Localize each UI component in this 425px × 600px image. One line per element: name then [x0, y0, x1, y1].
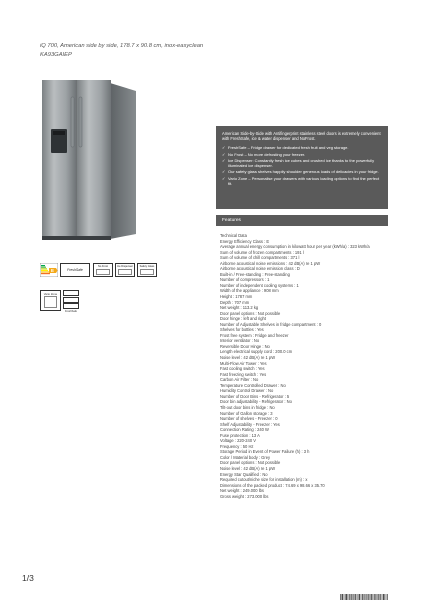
highlight-item: ✓ FreshSafe – Fridge drawer for dedicated fresh fruit and veg storage.	[222, 145, 349, 151]
spec-item: Shelves for bottles : Yes	[220, 327, 264, 333]
spec-item: Voltage : 220-240 V	[220, 438, 256, 444]
highlights-box	[216, 126, 388, 209]
spec-item: Carbon Air Filter : No	[220, 377, 259, 383]
spec-item: Door panel options : Not possible	[220, 310, 281, 316]
safety-glass-badge: Safety Glass	[137, 263, 157, 277]
spec-item: Storage Period in Event of Power Failure (h) : 3 h	[220, 449, 310, 455]
spec-item: Number of compressors : 1	[220, 277, 270, 283]
spec-list	[220, 233, 392, 499]
spec-item: Frost free system : Fridge and freezer	[220, 332, 289, 338]
spec-item: Humidity Control Drawer : No	[220, 388, 274, 394]
technical-data-heading: Technical Data	[220, 233, 247, 238]
feature-icons-row	[40, 263, 170, 277]
highlight-item: ✓ No Frost – No more defrosting your freezer.	[222, 151, 306, 157]
spec-item: Required cutout/niche size for installation (m) : x	[220, 477, 308, 483]
spec-item: Interior ventilator : No	[220, 338, 260, 344]
drawer-icon	[63, 297, 79, 303]
features-header	[216, 215, 388, 226]
spec-item: Door bin adjustability - Refrigerator : No	[220, 399, 292, 405]
spec-item: Multi-Flow Air Tower : Yes	[220, 360, 267, 366]
spec-item: Height : 1787 mm	[220, 294, 253, 300]
freshsafe-badge: FreshSafe	[60, 263, 90, 277]
highlight-item: ✓ Our safety glass shelves happily shoulder generous loads of delicacies in your fridge.	[222, 169, 379, 175]
check-icon: ✓	[222, 169, 226, 175]
spec-item: Number of shelves - Freezer : 0	[220, 416, 278, 422]
product-model: KA93GAIEP	[40, 51, 72, 58]
product-title-line: iQ 700, American side by side, 178.7 x 90.8 cm, inox-easyclean	[40, 43, 204, 49]
spec-item: Length electrical supply cord : 200.0 cm	[220, 349, 293, 355]
spec-item: Width of the appliance : 908 mm	[220, 288, 279, 294]
highlights-intro: American Side-by-Side with Antifingerprint stainless steel doors is extremely convenient with FreshSafe, ice & water dispenser and NoFrost.	[222, 131, 381, 142]
drawer-icon	[63, 303, 79, 309]
spec-item: Connection Rating : 240 W	[220, 427, 269, 433]
features-heading: Features	[222, 218, 241, 223]
spec-item: Net weight : 249.000 lbs	[220, 488, 264, 494]
energy-label-icon	[40, 263, 58, 277]
check-icon: ✓	[222, 145, 226, 151]
spec-item: Tilt-out door bins in fridge : No	[220, 404, 275, 410]
spec-item: Color / Material body : Grey	[220, 454, 271, 460]
spec-item: Airborne acoustical noise emissions : 42 dB(A) re 1 pW	[220, 260, 321, 266]
highlight-item: ✓ Vario Zone – Personalise your drawers with various loading options to find the perfect fit.	[222, 175, 380, 186]
freshsafe-drawer-badge: FreshSafe	[63, 290, 79, 316]
spec-item: Sum of volume of chill compartments : 371 l	[220, 255, 300, 261]
energy-class-text: E	[50, 268, 55, 273]
spec-item: Noise level : 42 dB(A) re 1 pW	[220, 465, 276, 471]
spec-item: Depth : 707 mm	[220, 299, 250, 305]
check-icon: ✓	[222, 151, 226, 157]
spec-item: Number of Door Bins - Refrigerator : 5	[220, 393, 290, 399]
snowflake-icon	[96, 269, 110, 275]
highlights-list	[222, 145, 383, 185]
spec-item: Reversible Door Hinge : No	[220, 343, 270, 349]
spec-item: Airborne acoustical noise emission class : D	[220, 266, 300, 272]
spec-item: Sum of volume of frozen compartments : 191 l	[220, 249, 304, 255]
spec-item: Fast freezing switch : Yes	[220, 371, 267, 377]
spec-item: Door panel options : Not possible	[220, 460, 281, 466]
spec-item: Net weight : 113.2 kg	[220, 305, 259, 311]
ice-cube-icon	[118, 269, 132, 275]
nofrost-badge: No Frost	[93, 263, 113, 277]
page-number: 1/3	[22, 573, 34, 583]
ice-dispenser-badge: Ice Dispenser	[115, 263, 135, 277]
spec-item: Dimensions of the packed product : 74.69 x 98.66 x 35.70	[220, 482, 325, 488]
check-icon: ✓	[222, 157, 226, 163]
product-title	[40, 42, 290, 59]
spec-item: Fast cooling switch : Yes	[220, 366, 265, 372]
vario-zone-badge: Vario Zone	[40, 290, 61, 311]
glass-shelf-icon	[140, 269, 154, 275]
spec-item: Door hinge : left and right	[220, 316, 266, 322]
fridge-image	[40, 77, 139, 243]
spec-item: Noise level : 42 dB(A) re 1 pW	[220, 355, 276, 361]
spec-item: Average annual energy consumption in kilowatt hour per year (kWh/a) : 323 kWh/a	[220, 244, 370, 250]
spec-item: Number of Adjustable Shelves in fridge compartment : 0	[220, 321, 322, 327]
drawer-icon	[63, 290, 79, 296]
barcode-icon	[340, 594, 388, 600]
spec-item: Fuse protection : 13 A	[220, 432, 260, 438]
drawer-icon	[44, 296, 57, 308]
spec-item: Number of Gallon storage : 3	[220, 410, 273, 416]
spec-item: Gross weight : 273.000 lbs	[220, 493, 269, 499]
spec-item: Number of independent cooling systems : 1	[220, 282, 299, 288]
spec-item: Built-in / Free-standing : Free-standing	[220, 271, 290, 277]
highlight-item: ✓ Ice Dispenser: Constantly fresh ice cubes and crushed ice thanks to the powerfully illuminated ice dispenser.	[222, 157, 375, 169]
spec-item: Frequency : 50 Hz	[220, 443, 254, 449]
spec-item: Shelf Adjustability - Freezer : Yes	[220, 421, 280, 427]
spec-item: Energy Efficiency Class : E	[220, 238, 270, 244]
spec-item: Temperature Controlled Drawer : No	[220, 382, 286, 388]
spec-item: Energy Star Qualified : No	[220, 471, 268, 477]
check-icon: ✓	[222, 175, 226, 181]
